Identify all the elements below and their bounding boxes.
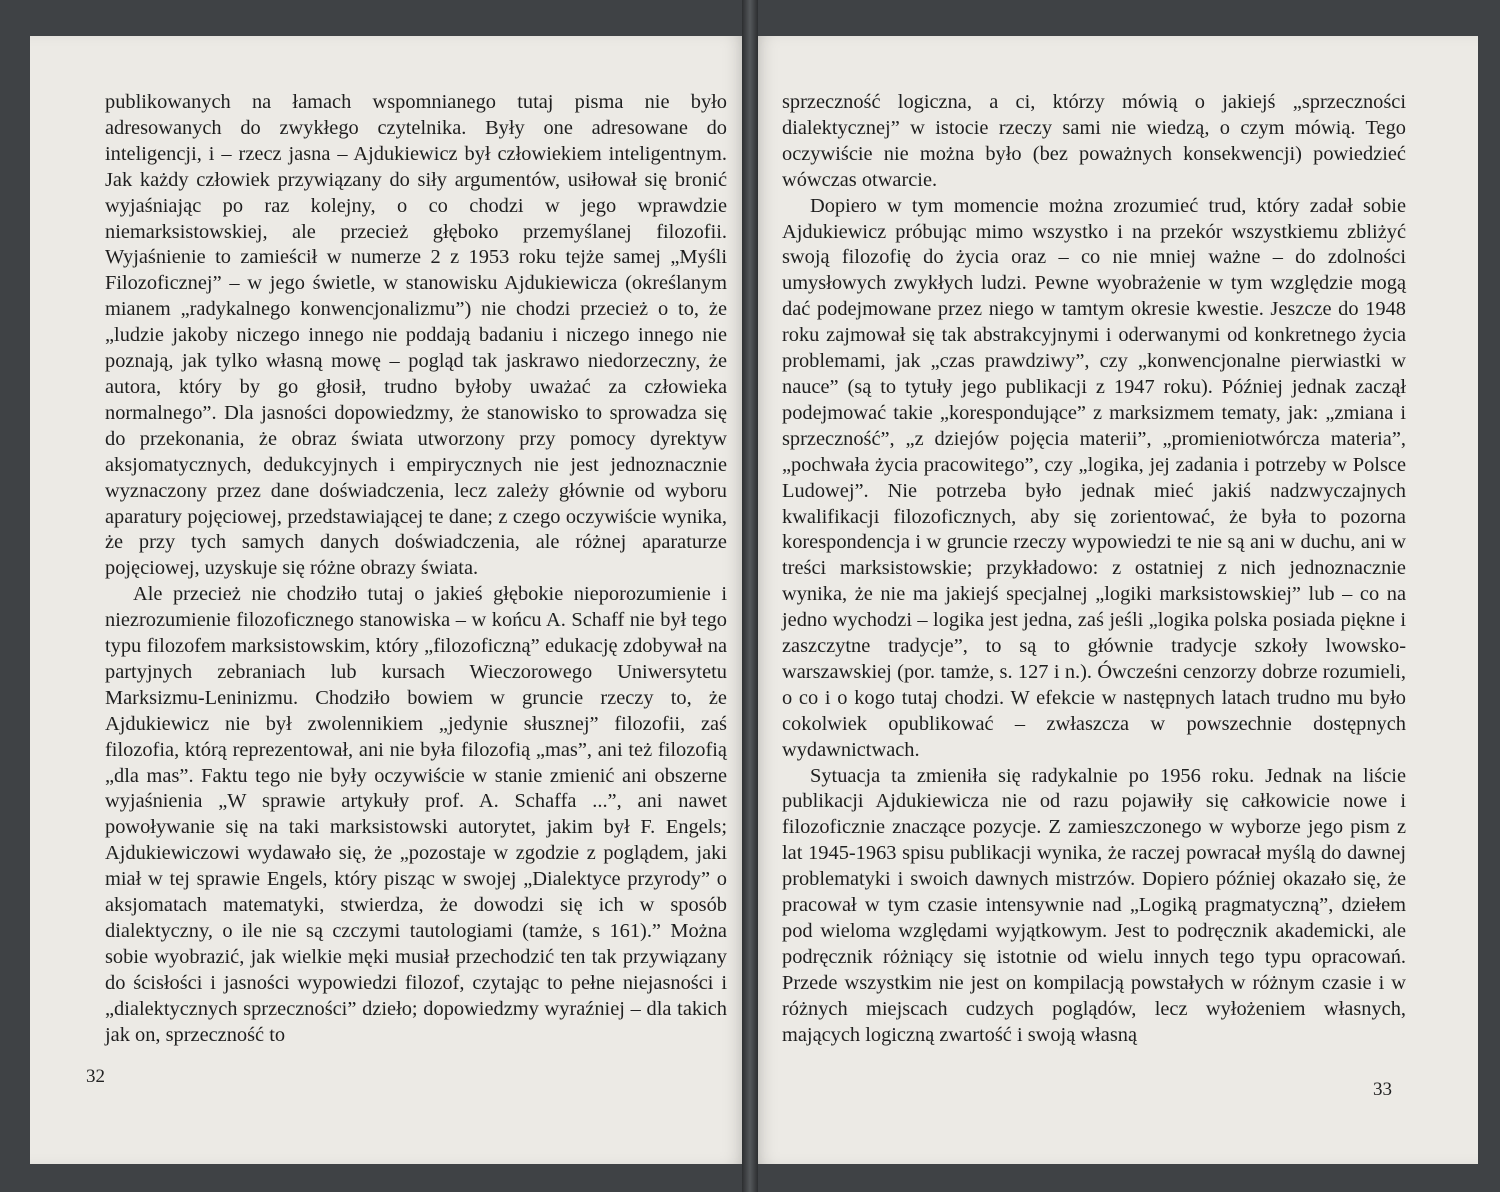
- paragraph: Dopiero w tym momencie można zrozumieć trud, który zadał sobie Ajdukiewicz próbując mimo wszystko i na przekór wszystkiemu zbliżyć swoją filozofię do życia oraz – co nie mniej ważne – do zdolności umysłowych zwykłych ludzi. Pewne wyobrażenie w tym względzie mogą dać podejmowane przez niego w tamtym okresie kwestie. Jeszcze do 1948 roku zajmował się tak abstrakcyjnymi i oderwanymi od konkretnego życia problemami, jak „czas prawdziwy”, czy „konwencjonalne pierwiastki w nauce” (są to tytuły jego publikacji z 1947 roku). Później jednak zaczął podejmować takie „korespondujące” z marksizmem tematy, jak: „zmiana i sprzeczność”, „z dziejów pojęcia materii”, „promieniotwórcza materia”, „pochwała życia pracowitego”, czy „logika, jej zadania i potrzeby w Polsce Ludowej”. Nie potrzeba było jednak mieć jakiś nadzwyczajnych kwalifikacji filozoficznych, aby się zorientować, że była to pozorna korespondencja i w gruncie rzeczy wypowiedzi te nie są ani w duchu, ani w treści marksistowskie; przykładowo: z ostatniej z nich jednoznacznie wynika, że nie ma jakiejś specjalnej „logiki marksistowskiej” lub – co na jedno wychodzi – logika jest jedna, zaś jeśli „logika polska posiada piękne i zaszczytne tradycje”, to są to głównie tradycje szkoły lwowsko-warszawskiej (por. tamże, s. 127 i n.). Ówcześni cenzorzy dobrze rozumieli, o co i o kogo tutaj chodzi. W efekcie w następnych latach trudno mu było cokolwiek opublikować – zwłaszcza w powszechnie dostępnych wydawnictwach.: [782, 194, 1406, 761]
- paragraph: publikowanych na łamach wspomnianego tutaj pisma nie było adresowanych do zwykłego czytelnika. Były one adresowane do inteligencji, i – rzecz jasna – Ajdukiewicz był człowiekiem inteligentnym. Jak każdy człowiek przywiązany do siły argumentów, usiłował się bronić wyjaśniając po raz kolejny, o co chodzi w jego wprawdzie niemarksistowskiej, ale przecież głęboko przemyślanej filozofii. Wyjaśnienie to zamieścił w numerze 2 z 1953 roku tejże samej „Myśli Filozoficznej” – w jego świetle, w stanowisku Ajdukiewicza (określanym mianem „radykalnego konwencjonalizmu”) nie chodzi przecież o to, że „ludzie jakoby niczego innego nie poddają badaniu i niczego innego nie poznają, jak tylko własną mowę – pogląd tak jaskrawo niedorzeczny, że autora, który by go głosił, trudno byłoby uważać za człowieka normalnego”. Dla jasności dopowiedzmy, że stanowisko to sprowadza się do przekonania, że obraz świata utworzony przy pomocy dyrektyw aksjomatycznych, dedukcyjnych i empirycznych nie jest jednoznacznie wyznaczony przez dane doświadczenia, lecz zależy głównie od wyboru aparatury pojęciowej, przedstawiającej te dane; z czego oczywiście wynika, że przy tych samych danych doświadczenia, ale różnej aparaturze pojęciowej, uzyskuje się różne obrazy świata.: [105, 91, 727, 580]
- page-number: 32: [86, 1066, 105, 1087]
- right-page-text: [782, 90, 1406, 1049]
- paragraph: sprzeczność logiczna, a ci, którzy mówią o jakiejś „sprzeczności dialektycznej” w istocie rzeczy sami nie wiedzą, o czym mówią. Tego oczywiście nie można było (bez poważnych konsekwencji) powiedzieć wówczas otwarcie.: [782, 91, 1406, 191]
- left-page-text: [105, 90, 727, 1049]
- page-number: 33: [1373, 1079, 1392, 1100]
- right-page: [750, 36, 1478, 1164]
- left-page: [30, 36, 750, 1164]
- paragraph: Ale przecież nie chodziło tutaj o jakieś głębokie nieporozumienie i niezrozumienie filozoficznego stanowiska – w końcu A. Schaff nie był tego typu filozofem marksistowskim, który „filozoficzną” edukację zdobywał na partyjnych zebraniach lub kursach Wieczorowego Uniwersytetu Marksizmu-Leninizmu. Chodziło bowiem w gruncie rzeczy to, że Ajdukiewicz nie był zwolennikiem „jedynie słusznej” filozofii, zaś filozofia, którą reprezentował, ani nie była filozofią „mas”, ani też filozofią „dla mas”. Faktu tego nie były oczywiście w stanie zmienić ani obszerne wyjaśnienia „W sprawie artykuły prof. A. Schaffa ...”, ani nawet powoływanie się na taki marksistowski autorytet, jakim był F. Engels; Ajdukiewiczowi wydawało się, że „pozostaje w zgodzie z poglądem, jaki miał w tej sprawie Engels, który pisząc w swojej „Dialektyce przyrody” o aksjomatach matematyki, stwierdza, że dowodzi się ich w sposób dialektyczny, o ile nie są czczymi tautologiami (tamże, s 161).” Można sobie wyobrazić, jak wielkie męki musiał przechodzić ten tak przywiązany do ścisłości i jasności wypowiedzi filozof, czytając to pełne niejasności i „dialektycznych sprzeczności” dzieło; dopowiedzmy wyraźniej – dla takich jak on, sprzeczność to: [105, 583, 727, 1046]
- book-spine: [742, 0, 758, 1192]
- paragraph: Sytuacja ta zmieniła się radykalnie po 1956 roku. Jednak na liście publikacji Ajdukiewicza nie od razu pojawiły się całkowicie nowe i filozoficznie znaczące pozycje. Z zamieszczonego w wyborze jego pism z lat 1945-1963 spisu publikacji wynika, że raczej powracał myślą do dawnej problematyki i swoich dawnych mistrzów. Dopiero później okazało się, że pracował w tym czasie intensywnie nad „Logiką pragmatyczną”, dziełem pod wieloma względami wyjątkowym. Jest to podręcznik akademicki, ale podręcznik różniący się istotnie od wielu innych tego typu opracowań. Przede wszystkim nie jest on kompilacją powstałych w różnym czasie i w różnych miejscach cudzych poglądów, lecz wyłożeniem własnych, mających logiczną zwartość i swoją własną: [782, 764, 1406, 1046]
